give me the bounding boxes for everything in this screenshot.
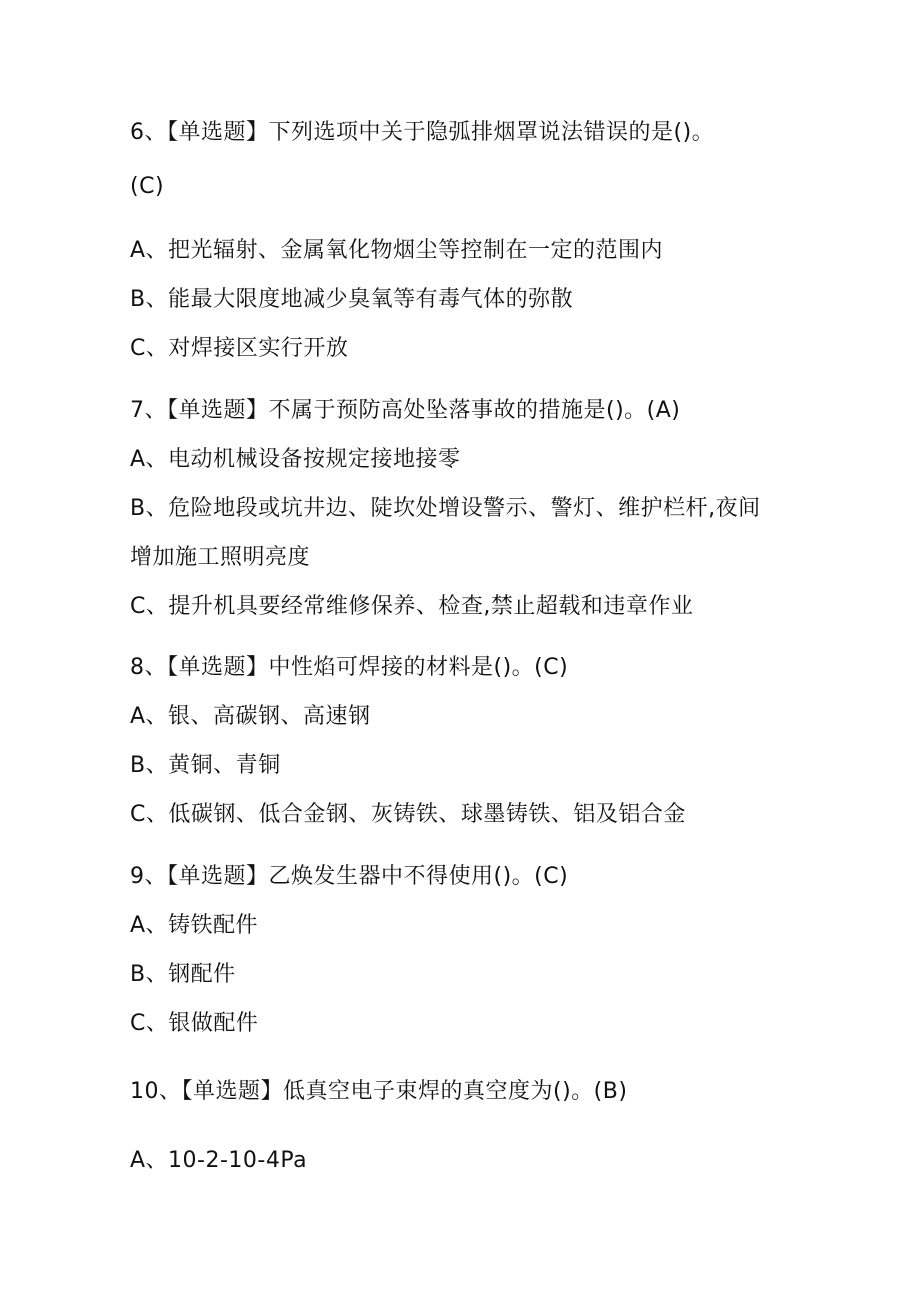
- question-8-option-b: B、黄铜、青铜: [130, 753, 281, 778]
- question-9-option-c: C、银做配件: [130, 1011, 259, 1036]
- question-7-option-a: A、电动机械设备按规定接地接零: [130, 447, 461, 472]
- question-6-stem: 6、【单选题】下列选项中关于隐弧排烟罩说法错误的是()。: [130, 120, 715, 145]
- question-9-option-b: B、钢配件: [130, 962, 236, 987]
- question-10-stem: 10、【单选题】低真空电子束焊的真空度为()。(B): [130, 1079, 628, 1104]
- question-9-stem: 9、【单选题】乙焕发生器中不得使用()。(C): [130, 864, 569, 889]
- question-9-option-a: A、铸铁配件: [130, 913, 259, 938]
- question-7-option-b-continued: 增加施工照明亮度: [130, 545, 311, 570]
- question-7-stem: 7、【单选题】不属于预防高处坠落事故的措施是()。(A): [130, 398, 681, 423]
- question-10-option-a: A、10-2-10-4Pa: [130, 1148, 308, 1173]
- question-6-option-b: B、能最大限度地减少臭氧等有毒气体的弥散: [130, 287, 574, 312]
- question-8-option-c: C、低碳钢、低合金钢、灰铸铁、球墨铸铁、铝及铝合金: [130, 802, 686, 827]
- question-8-stem: 8、【单选题】中性焰可焊接的材料是()。(C): [130, 655, 569, 680]
- question-8-option-a: A、银、高碳钢、高速钢: [130, 704, 371, 729]
- question-6-option-c: C、对焊接区实行开放: [130, 336, 349, 361]
- question-7-option-b: B、危险地段或坑井边、陡坎处增设警示、警灯、维护栏杆,夜间: [130, 496, 761, 521]
- question-6-option-a: A、把光辐射、金属氧化物烟尘等控制在一定的范围内: [130, 238, 664, 263]
- question-6-answer: (C): [130, 174, 165, 199]
- question-7-option-c: C、提升机具要经常维修保养、检查,禁止超载和违章作业: [130, 594, 694, 619]
